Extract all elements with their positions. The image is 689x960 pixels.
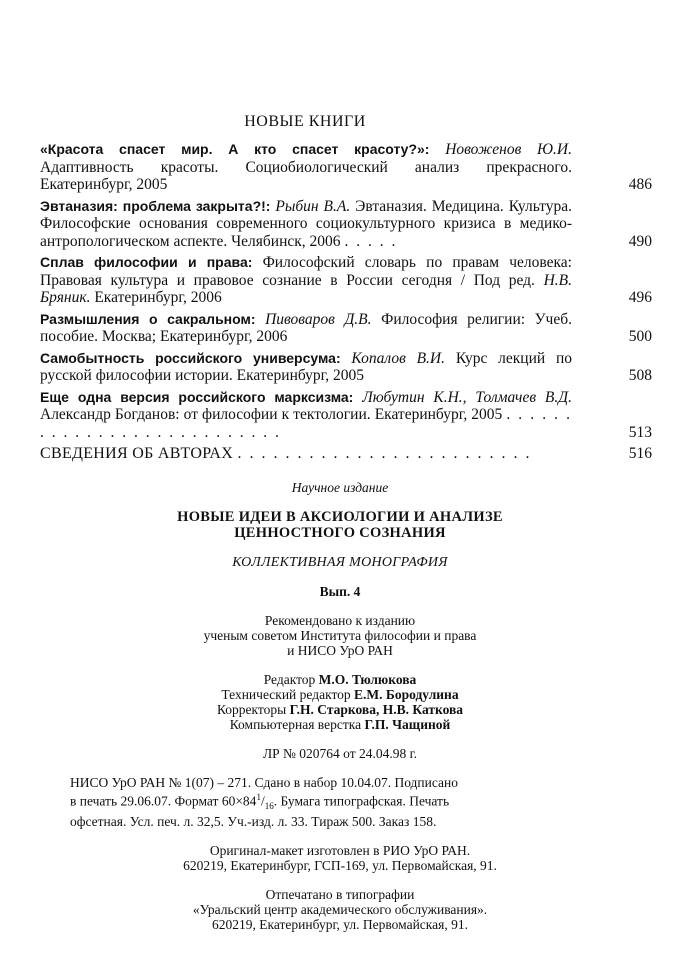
toc-entry [40,198,652,251]
publication-data [70,775,610,829]
toc-entry-page: 490 [628,232,652,250]
publication-text: . Бумага типографская. Печать [273,793,450,809]
credit-name: М.О. Тюлюкова [318,672,417,687]
toc-entry-title: Эвтаназия: проблема закрыта?!: [40,197,271,214]
recommendation-line: и НИСО УрО РАН [287,643,393,658]
toc-entry-text [40,311,572,346]
toc-entry-page: 508 [628,367,652,384]
leader-dots: . . . . . [344,232,398,250]
toc-entry-title: СВЕДЕНИЯ ОБ АВТОРАХ [40,445,234,462]
toc-entry-description: Философский словарь по правам человека: Правовая культура и правовое сознание в России сегодня / Под ред. [40,254,572,289]
toc-entry-author: Новоженов Ю.И. [445,141,572,158]
toc-entry-text [40,141,572,194]
toc-entry-description: Александр Богданов: от философии к тектологии. Екатеринбург, 2005 [40,406,503,423]
toc-entry-description: Адаптивность красоты. Социобиологический анализ прекрасного. Екатеринбург, 2005 [40,158,572,193]
issue-number: Вып. 4 [319,584,361,599]
publication-line: в печать 29.06.07. Формат $60\times 84^1/_{16}$. Бумага типографская. Печать [70,792,450,812]
publication-line: НИСО УрО РАН № 1(07) – 271. Сдано в набор 10.04.07. Подписано [70,775,458,790]
toc-entry-page: 486 [628,176,652,193]
toc-entry [40,389,652,442]
toc-entry-author: Копалов В.И. [351,349,446,367]
credit-label: Технический редактор [221,687,351,702]
toc-entry-title: Размышления о сакральном: [40,310,256,327]
credit-label: Корректоры [216,702,287,717]
layout-origin-address: 620219, Екатеринбург, ГСП-169, ул. Первомайская, 91. [183,858,497,874]
credit-name: Е.М. Бородулина [354,687,459,702]
toc-entry-author: Любутин К.Н., Толмачев В.Д. [362,388,573,406]
table-of-contents [40,141,652,467]
toc-entry-title: Самобытность российского универсума: [40,349,341,366]
format-sup: 1 [256,792,261,802]
series-label: КОЛЛЕКТИВНАЯ МОНОГРАФИЯ [232,555,448,570]
license-number: ЛР № 020764 от 24.04.98 г. [262,746,418,761]
toc-entry-author: Н.В. Бряник. [40,271,573,306]
toc-entry-page: 513 [628,423,652,441]
imprint-block [70,480,610,932]
printing-house: «Уральский центр академического обслуживания». [192,902,488,918]
credit-editor [70,672,610,687]
toc-entry-text [40,445,572,463]
toc-entry-title: «Красота спасет мир. А кто спасет красоту?»: [40,141,430,157]
format-sub: 16 [264,801,274,812]
credit-tech-editor [70,687,610,702]
toc-entry-text [40,198,572,251]
credit-label: Редактор [263,672,316,687]
printing-line: Отпечатано в типографии [265,887,415,903]
recommendation-line: ученым советом Института философии и права [203,628,477,643]
toc-entry-text [40,350,572,385]
publication-text: в печать 29.06.07. Формат 60×84 [70,793,257,809]
toc-entry [40,350,652,385]
toc-entry-text [40,254,572,307]
credit-name: Г.Н. Старкова, Н.В. Каткова [289,702,464,717]
toc-entry-authors [40,445,652,463]
toc-entry-text [40,389,572,442]
book-title-line: ЦЕННОСТНОГО СОЗНАНИЯ [234,525,446,541]
section-title: НОВЫЕ КНИГИ [244,113,366,130]
book-title-line: НОВЫЕ ИДЕИ В АКСИОЛОГИИ И АНАЛИЗЕ [177,509,503,525]
credit-proofreaders [70,702,610,717]
toc-entry [40,254,652,307]
toc-entry-author: Рыбин В.А. [275,197,351,215]
toc-entry-author: Пивоваров Д.В. [265,310,372,328]
leader-dots: . . . . . . . . . . . . . . . . . . . . . . . . . [237,445,532,462]
toc-entry-description: Курс лекций по русской философии истории. Екатеринбург, 2005 [40,349,573,384]
toc-entry-description-end: Екатеринбург, 2006 [94,289,222,306]
printing-address: 620219, Екатеринбург, ул. Первомайская, 91. [212,917,468,933]
recommendation-line: Рекомендовано к изданию [264,613,416,628]
toc-entry-description: Философия религии: Учеб. пособие. Москва; Екатеринбург, 2006 [40,310,572,345]
credit-name: Г.П. Чащиной [364,717,451,732]
toc-entry [40,311,652,346]
toc-entry-page: 516 [628,445,652,462]
toc-entry-page: 500 [628,328,652,345]
credit-layout [70,717,610,732]
credit-label: Компьютерная верстка [229,717,362,732]
layout-origin-line: Оригинал-макет изготовлен в РИО УрО РАН. [209,843,471,859]
toc-entry-page: 496 [628,289,652,306]
toc-entry [40,141,652,194]
toc-entry-title: Еще одна версия российского марксизма: [40,388,354,405]
toc-entry-title: Сплав философии и права: [40,254,253,270]
edition-type: Научное издание [291,480,389,495]
leader-dots: . . . . . . . . . . . . . . . . . . . . . . . . . . . [40,406,572,441]
toc-entry-description: Эвтаназия. Медицина. Культура. Философские основания современного социокультурного кризиса в медико-антропологическом аспекте. Челябинск, 2006 [40,197,572,250]
publication-line: офсетная. Усл. печ. л. 32,5. Уч.-изд. л. 33. Тираж 500. Заказ 158. [70,814,437,830]
